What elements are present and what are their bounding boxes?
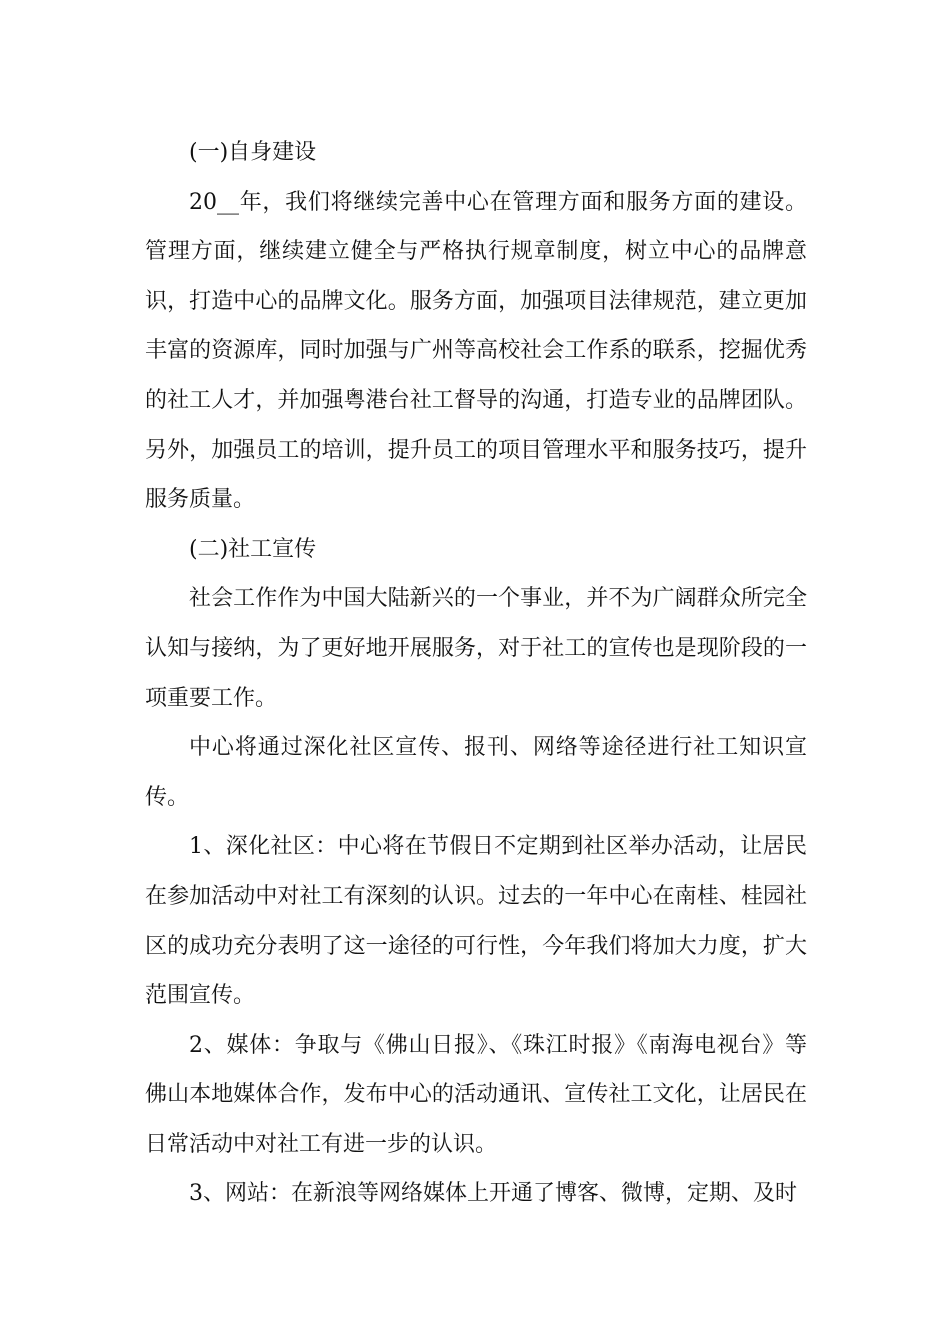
section-heading-self-building: (一)自身建设 [189, 140, 317, 165]
paragraph-community: 1、深化社区：中心将在节假日不定期到社区举办活动，让居民在参加活动中对社工有深刻的认识。过去的一年中心在南桂、桂园社区的成功充分表明了这一途径的可行性，今年我们将加大力度，扩大范围宣传。 [145, 834, 807, 1009]
section-heading-publicity: (二)社工宣传 [189, 536, 317, 562]
paragraph-publicity-channels: 中心将通过深化社区宣传、报刊、网络等途径进行社工知识宣传。 [145, 735, 807, 810]
paragraph-media: 2、媒体：争取与《佛山日报》、《珠江时报》《南海电视台》等佛山本地媒体合作，发布中心的活动通讯、宣传社工文化，让居民在日常活动中对社工有进一步的认识。 [145, 1032, 807, 1157]
document-body [145, 128, 807, 1219]
paragraph-self-building: 20__年，我们将继续完善中心在管理方面和服务方面的建设。管理方面，继续建立健全与严格执行规章制度，树立中心的品牌意识，打造中心的品牌文化。服务方面，加强项目法律规范，建立更加丰富的资源库，同时加强与广州等高校社会工作系的联系，挖掘优秀的社工人才，并加强粤港台社工督导的沟通，打造专业的品牌团队。另外，加强员工的培训，提升员工的项目管理水平和服务技巧，提升服务质量。 [145, 189, 807, 513]
paragraph-publicity-intro: 社会工作作为中国大陆新兴的一个事业，并不为广阔群众所完全认知与接纳，为了更好地开展服务，对于社工的宣传也是现阶段的一项重要工作。 [145, 586, 807, 711]
paragraph-website: 3、网站：在新浪等网络媒体上开通了博客、微博，定期、及时 [189, 1181, 797, 1207]
